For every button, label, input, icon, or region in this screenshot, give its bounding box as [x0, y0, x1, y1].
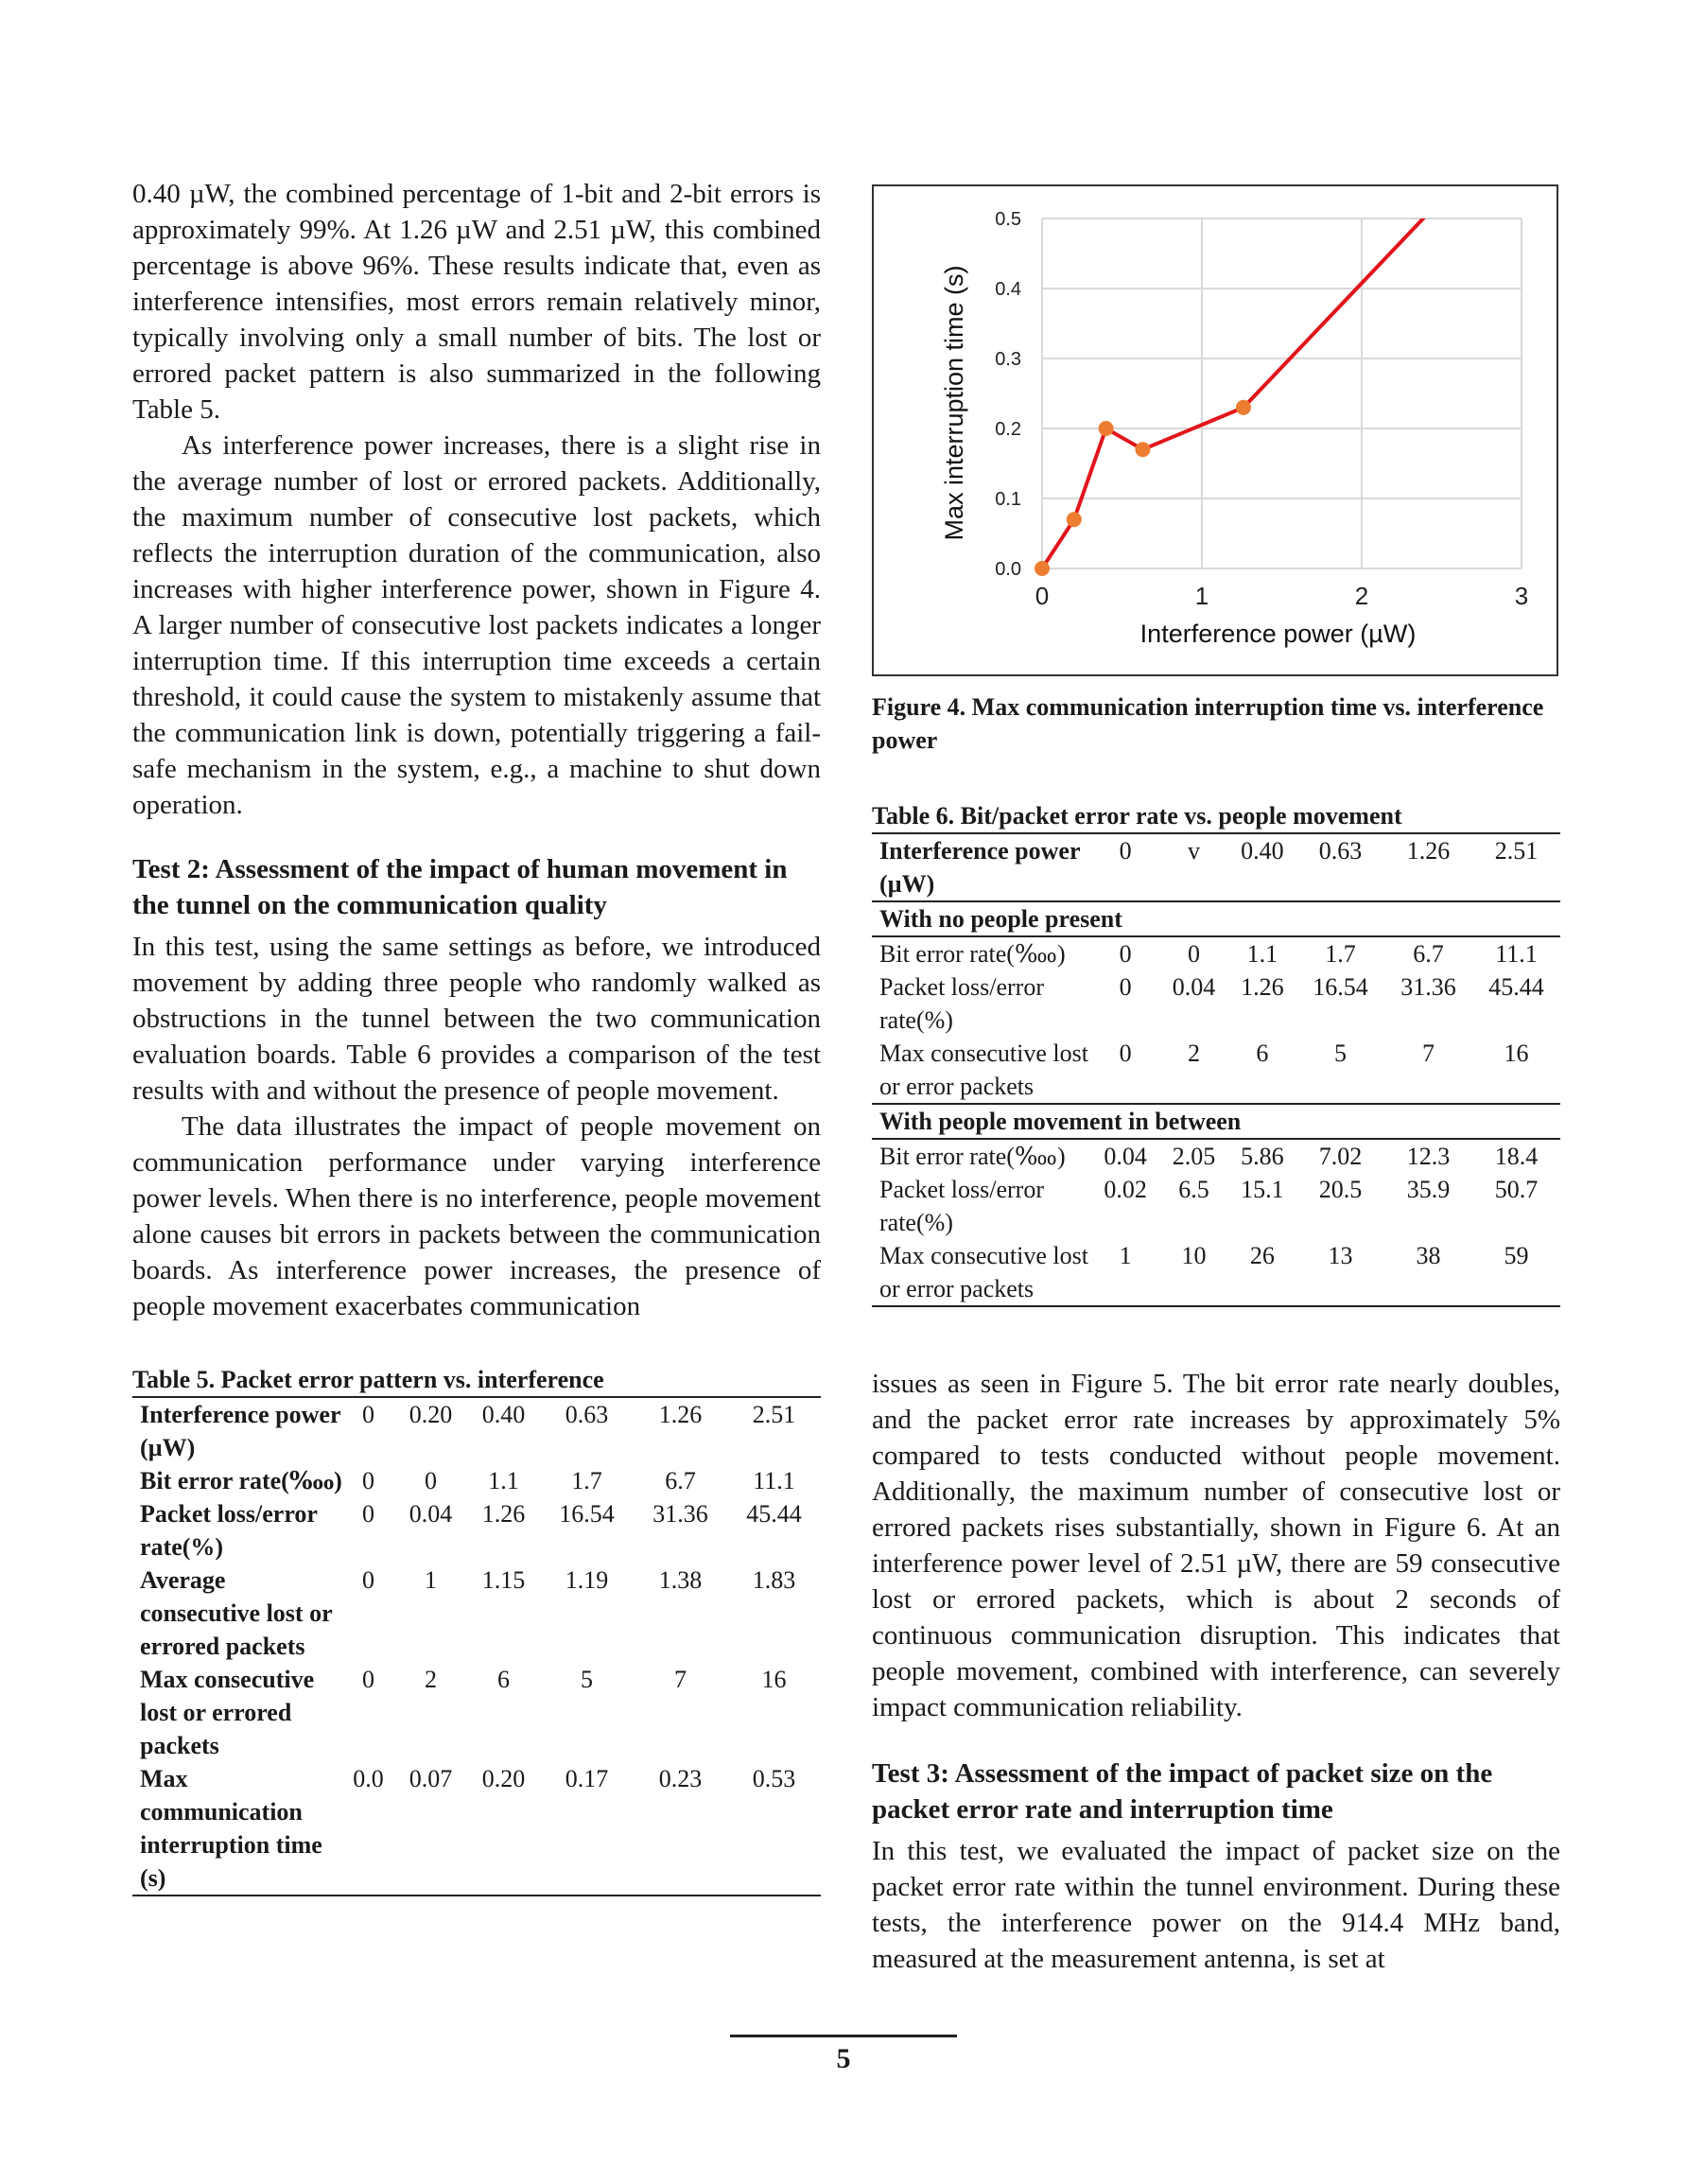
- table-cell: v: [1187, 837, 1200, 865]
- paragraph: In this test, using the same settings as before, we introduced movement by adding three people who randomly walked as obstructions in the tunnel between the two communication evaluation boards. Table 6 provides a comparison of the test results with and without the presence of people movement.: [132, 932, 821, 1106]
- table-cell: 31.36: [1400, 973, 1456, 1001]
- table-cell: 1.38: [658, 1566, 703, 1594]
- table-5: [132, 1364, 821, 1896]
- table-cell: 6: [1256, 1040, 1269, 1067]
- table-cell: 2.05: [1172, 1143, 1216, 1170]
- table-cell: 26: [1249, 1242, 1275, 1269]
- table-cell: 0.23: [658, 1765, 703, 1792]
- table-cell: 16: [1504, 1040, 1529, 1067]
- table-cell: 18.4: [1494, 1143, 1539, 1170]
- table-cell: 0.0: [353, 1765, 384, 1792]
- data-point: [1067, 512, 1082, 527]
- page-number: 5: [836, 2043, 851, 2074]
- table-cell: 6.5: [1178, 1176, 1209, 1203]
- table-cell: 7: [1421, 1040, 1435, 1067]
- table-cell: 0: [425, 1467, 437, 1494]
- table-cell: 1.26: [1406, 837, 1451, 865]
- line-chart: [874, 186, 1557, 674]
- table-cell: 2.51: [1494, 837, 1539, 865]
- paragraph: issues as seen in Figure 5. The bit error rate nearly doubles, and the packet error rate increases by approximately 5% compared to tests conducted without people movement. Additionally, the maximum number of consecutive lost or errored packets rises substantially, shown in Figure 6. At an interference power level of 2.51 µW, there are 59 consecutive lost or errored packets, which is about 2 seconds of continuous communication disruption. This indicates that people movement, combined with interference, can severely impact communication reliability.: [872, 1369, 1560, 1722]
- table-cell: 11.1: [1495, 940, 1538, 968]
- table-cell: 20.5: [1318, 1176, 1363, 1203]
- table-cell: 59: [1504, 1242, 1529, 1269]
- table-cell: 1.1: [1246, 940, 1278, 968]
- data-point: [1035, 561, 1050, 576]
- row-label: Packet loss/error rate(%): [879, 1176, 1045, 1236]
- table-cell: 0.53: [752, 1765, 796, 1792]
- x-tick-label: 2: [1354, 582, 1369, 610]
- table-cell: 1.7: [571, 1467, 602, 1494]
- table-cell: 12.3: [1406, 1143, 1451, 1170]
- table-cell: 1.19: [565, 1566, 609, 1594]
- table-row: [132, 1564, 821, 1663]
- table-cell: 7: [674, 1666, 687, 1693]
- table-cell: 1: [1119, 1242, 1132, 1269]
- x-axis-label: Interference power (µW): [1139, 620, 1417, 648]
- table-row: [872, 1139, 1560, 1173]
- table-cell: 0.63: [565, 1401, 609, 1428]
- row-label: Packet loss/error rate(%): [140, 1500, 318, 1561]
- data-point: [1099, 421, 1114, 436]
- table-cell: 0: [1119, 837, 1132, 865]
- table-cell: 13: [1328, 1242, 1353, 1269]
- y-tick-label: 0.5: [995, 209, 1021, 230]
- table-cell: 0: [1119, 973, 1132, 1001]
- section-heading: Test 2: Assessment of the impact of human movement in the tunnel on the communication quality: [132, 854, 788, 920]
- table-section-row: [872, 1104, 1560, 1139]
- table-5-grid: [132, 1396, 821, 1896]
- row-label: Max consecutive lost or error packets: [879, 1040, 1088, 1100]
- data-point: [1135, 442, 1150, 457]
- table-cell: 0: [1119, 1040, 1132, 1067]
- table-cell: 1.15: [481, 1566, 526, 1594]
- table-cell: 7.02: [1318, 1143, 1363, 1170]
- figure-caption: Figure 4. Max communication interruption time vs. interference power: [872, 693, 1544, 754]
- table-row: [872, 1037, 1560, 1104]
- table-cell: 0: [362, 1401, 374, 1428]
- y-axis-label: Max interruption time (s): [940, 265, 968, 541]
- row-label: Average consecutive lost or errored packets: [140, 1566, 333, 1660]
- table-row: [132, 1464, 821, 1497]
- table-cell: 0.04: [1172, 973, 1216, 1001]
- table-row: [872, 936, 1560, 970]
- x-tick-label: 3: [1514, 582, 1529, 610]
- table-cell: 0: [362, 1666, 374, 1693]
- table-cell: 5: [1333, 1040, 1347, 1067]
- paragraph: The data illustrates the impact of people movement on communication performance under varying interference power levels. When there is no interference, people movement alone causes bit errors in packets between the communication boards. As interference power increases, the presence of people movement exacerbates communication: [132, 1111, 821, 1321]
- table-cell: 45.44: [1488, 973, 1544, 1001]
- section-title: With no people present: [872, 901, 1560, 936]
- y-tick-label: 0.4: [995, 279, 1021, 300]
- table-6-grid: [872, 832, 1560, 1307]
- x-tick-label: 0: [1035, 582, 1050, 610]
- table-cell: 15.1: [1241, 1176, 1284, 1203]
- table-cell: 0.40: [1241, 837, 1284, 865]
- table-cell: 38: [1416, 1242, 1441, 1269]
- table-row: [872, 1239, 1560, 1306]
- table-cell: 1.7: [1325, 940, 1356, 968]
- table-cell: 35.9: [1406, 1176, 1451, 1203]
- data-point: [1236, 400, 1251, 415]
- table-cell: 6.7: [665, 1467, 696, 1494]
- right-column: [872, 1366, 1560, 1977]
- table-cell: 1.1: [488, 1467, 519, 1494]
- row-label: Packet loss/error rate(%): [879, 973, 1045, 1034]
- table-section-row: [872, 901, 1560, 936]
- table-row: [872, 970, 1560, 1037]
- table-cell: 0.07: [409, 1765, 453, 1792]
- series-line: [1042, 198, 1443, 568]
- row-label: Max communication interruption time (s): [140, 1765, 322, 1892]
- footer-rule: [730, 2035, 957, 2037]
- paragraph: In this test, we evaluated the impact of packet size on the packet error rate within the tunnel environment. During these tests, the interference power on the 914.4 MHz band, measured at the measurement antenna, is set at: [872, 1836, 1560, 1974]
- table-row: [132, 1663, 821, 1762]
- left-column: [132, 176, 821, 1324]
- row-label: Max consecutive lost or errored packets: [140, 1666, 315, 1759]
- table-cell: 16: [761, 1666, 787, 1693]
- table-cell: 2.51: [752, 1401, 796, 1428]
- row-label: Interference power (µW): [879, 837, 1081, 898]
- table-cell: 2: [1187, 1040, 1200, 1067]
- table-cell: 5.86: [1241, 1143, 1284, 1170]
- row-label: Interference power (µW): [140, 1401, 341, 1461]
- table-cell: 10: [1181, 1242, 1207, 1269]
- table-cell: 2: [425, 1666, 437, 1693]
- table-cell: 31.36: [652, 1500, 708, 1528]
- table-cell: 0: [362, 1467, 374, 1494]
- row-label: Bit error rate(‱): [879, 1143, 1066, 1170]
- table-row: [132, 1762, 821, 1896]
- table-cell: 0: [1187, 940, 1200, 968]
- table-cell: 1.26: [658, 1401, 703, 1428]
- table-cell: 1.26: [481, 1500, 526, 1528]
- table-cell: 0.04: [1104, 1143, 1147, 1170]
- row-label: Bit error rate(‱): [879, 940, 1066, 968]
- table-row: [872, 1173, 1560, 1239]
- table-cell: 0.04: [409, 1500, 453, 1528]
- table-cell: 0.02: [1104, 1176, 1147, 1203]
- y-tick-label: 0.0: [995, 559, 1021, 580]
- paragraph: 0.40 µW, the combined percentage of 1-bit and 2-bit errors is approximately 99%. At 1.26 µW and 2.51 µW, this combined percentage is above 96%. These results indicate that, even as interference intensifies, most errors remain relatively minor, typically involving only a small number of bits. The lost or errored packet pattern is also summarized in the following Table 5.: [132, 179, 821, 425]
- table-cell: 11.1: [753, 1467, 795, 1494]
- paragraph: As interference power increases, there is a slight rise in the average number of lost or errored packets. Additionally, the maximum number of consecutive lost packets, which reflects the interruption duration of the communication, also increases with higher interference power, shown in Figure 4. A larger number of consecutive lost packets indicates a longer interruption time. If this interruption time exceeds a certain threshold, it could cause the system to mistakenly assume that the communication link is down, potentially triggering a fail-safe mechanism in the system, e.g., a machine to shut down operation.: [132, 430, 821, 820]
- figure-4-chart: [872, 184, 1558, 676]
- table-cell: 0.20: [409, 1401, 453, 1428]
- row-label: Bit error rate(‱): [140, 1467, 342, 1494]
- x-tick-label: 1: [1194, 582, 1209, 610]
- table-caption: Table 6. Bit/packet error rate vs. people movement: [872, 802, 1402, 830]
- y-tick-label: 0.3: [995, 349, 1021, 370]
- table-cell: 0: [362, 1500, 374, 1528]
- table-cell: 0.17: [565, 1765, 609, 1792]
- table-cell: 0: [1119, 940, 1132, 968]
- table-cell: 1: [425, 1566, 437, 1594]
- table-cell: 50.7: [1494, 1176, 1539, 1203]
- y-tick-label: 0.2: [995, 419, 1021, 440]
- table-cell: 0.63: [1318, 837, 1363, 865]
- table-cell: 1.83: [752, 1566, 796, 1594]
- row-label: Max consecutive lost or error packets: [879, 1242, 1088, 1302]
- table-row: [132, 1497, 821, 1564]
- table-cell: 16.54: [1313, 973, 1368, 1001]
- table-cell: 5: [581, 1666, 593, 1693]
- table-6: [872, 800, 1560, 1307]
- table-caption: Table 5. Packet error pattern vs. interference: [132, 1366, 604, 1393]
- table-row: [132, 1397, 821, 1464]
- section-heading: Test 3: Assessment of the impact of packet size on the packet error rate and interruption time: [872, 1758, 1493, 1825]
- table-cell: 16.54: [559, 1500, 615, 1528]
- table-row: [872, 833, 1560, 901]
- table-cell: 45.44: [746, 1500, 802, 1528]
- table-cell: 6: [497, 1666, 510, 1693]
- table-cell: 1.26: [1241, 973, 1284, 1001]
- y-tick-label: 0.1: [995, 489, 1021, 510]
- table-cell: 6.7: [1413, 940, 1444, 968]
- section-title: With people movement in between: [872, 1104, 1560, 1139]
- table-cell: 0.40: [481, 1401, 526, 1428]
- table-cell: 0: [362, 1566, 374, 1594]
- table-cell: 0.20: [481, 1765, 526, 1792]
